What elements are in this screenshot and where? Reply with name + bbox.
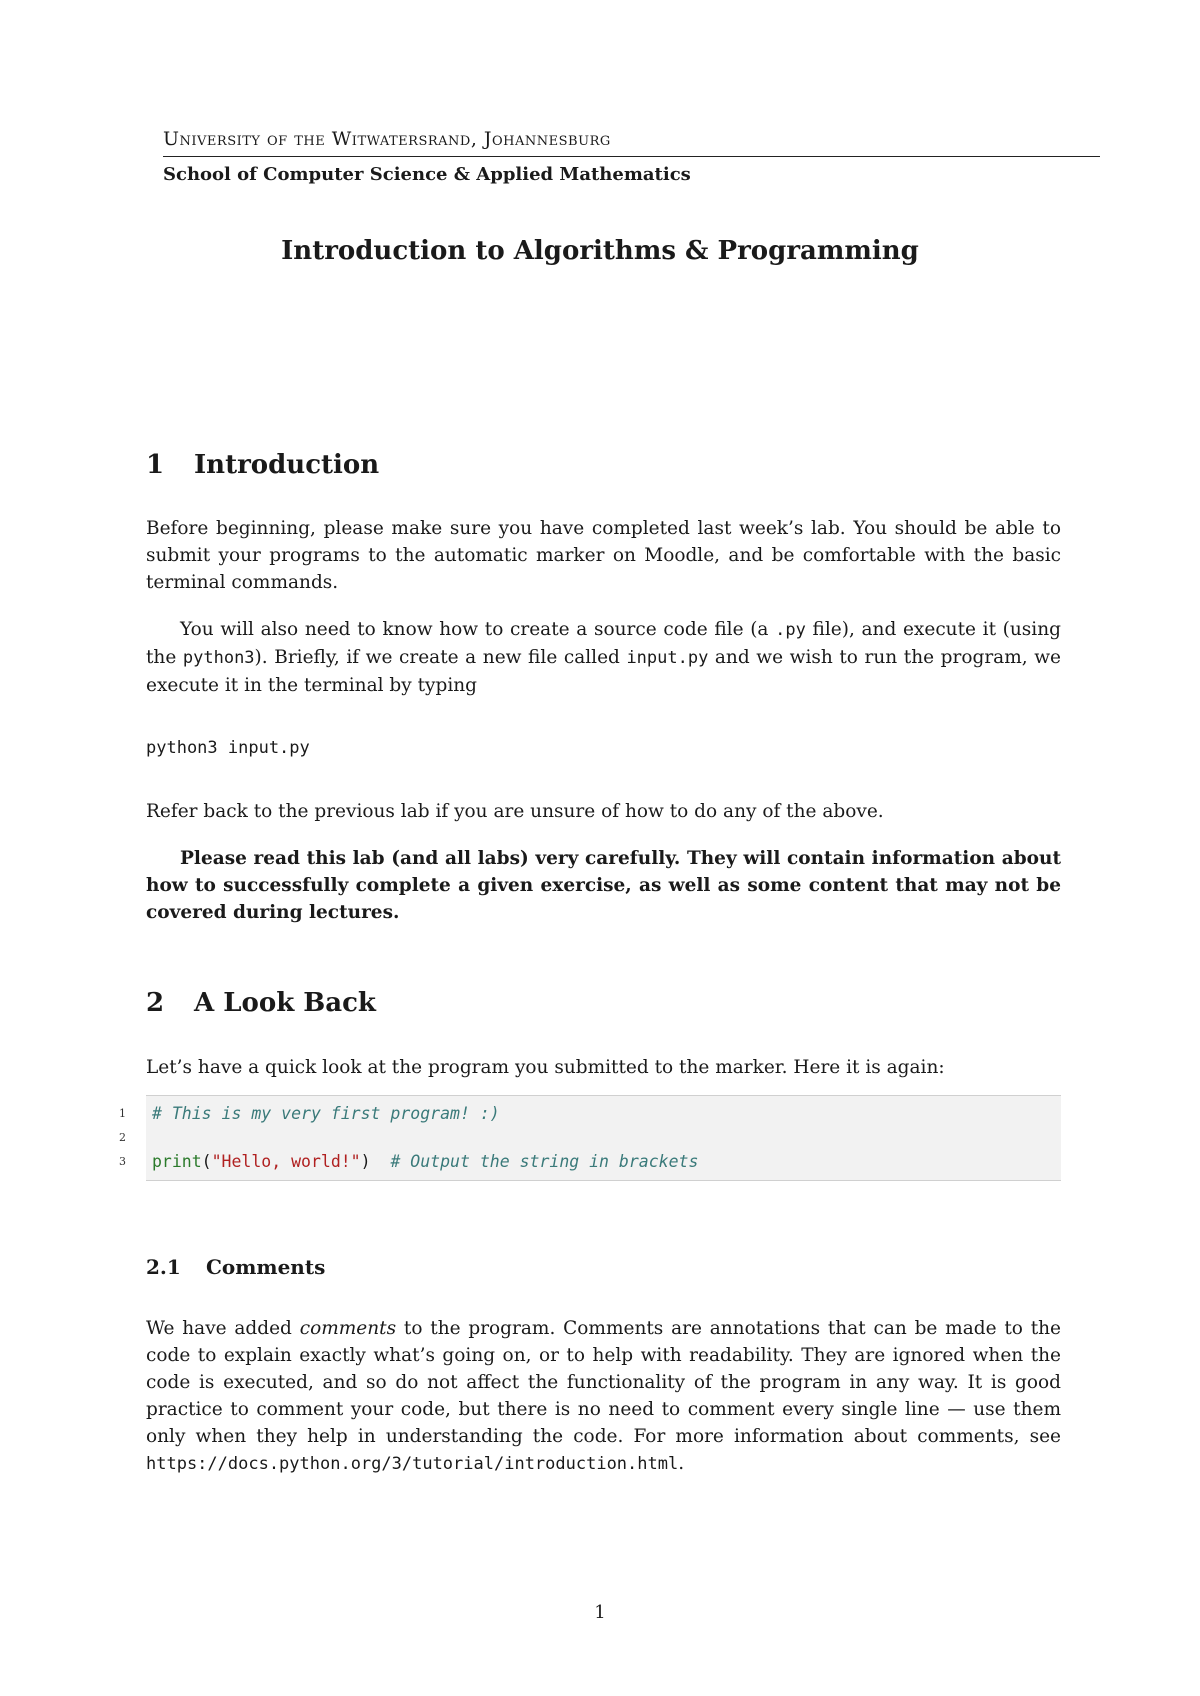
intro-paragraph-3: Refer back to the previous lab if you are unsure of how to do any of the above. [146, 801, 884, 822]
code-comment: # This is my very first program! :) [152, 1104, 500, 1123]
page-number: 1 [594, 1602, 606, 1623]
terminal-command: python3 input.py [146, 738, 310, 758]
main-content [119, 448, 1061, 1478]
code-line-3 [119, 1150, 1055, 1174]
code-line-1 [119, 1102, 1055, 1126]
university-name: University of the Witwatersrand, Johannesburg [163, 128, 1100, 157]
comments-paragraph [146, 1315, 1061, 1478]
page-header [163, 128, 1100, 185]
subsection-heading-comments [146, 1253, 1061, 1281]
python-docs-link[interactable]: https://docs.python.org/3/tutorial/introduction.html [146, 1454, 679, 1474]
intro-paragraph-2 [146, 616, 1061, 699]
code-paren-close: ) [360, 1152, 371, 1171]
look-back-intro: Let’s have a quick look at the program you submitted to the marker. Here it is again: [146, 1057, 945, 1078]
code-line-2 [119, 1126, 1055, 1150]
code-listing [119, 1095, 1061, 1181]
section-title: Introduction [194, 450, 380, 480]
subsection-number: 2.1 [146, 1255, 181, 1279]
intro-paragraph-1: Before beginning, please make sure you have completed last week’s lab. You should be able to submit your programs to the automatic marker on Moodle, and be comfortable with the basic terminal commands. [146, 518, 1061, 593]
document-title: Introduction to Algorithms & Programming [281, 236, 919, 266]
inline-code-python3: python3 [182, 648, 255, 668]
line-number: 2 [119, 1131, 126, 1144]
text-run: ). Briefly, if we create a new file called [254, 647, 627, 668]
line-number: 3 [119, 1155, 126, 1168]
section-number: 1 [146, 450, 165, 480]
section-heading-a-look-back [146, 986, 1061, 1020]
code-paren-open: ( [201, 1152, 212, 1171]
section-title: A Look Back [194, 988, 376, 1018]
text-run: You will also need to know how to create a source code file (a [180, 619, 776, 640]
inline-code-input-py: input.py [626, 648, 709, 668]
code-string: "Hello, world!" [211, 1152, 361, 1171]
section-number: 2 [146, 988, 165, 1018]
emphasis-comments: comments [299, 1318, 397, 1339]
text-run: We have added [146, 1318, 300, 1339]
inline-code-py: .py [775, 620, 806, 640]
subsection-title: Comments [206, 1255, 326, 1279]
line-number: 1 [119, 1107, 126, 1120]
code-builtin-print: print [152, 1152, 202, 1171]
text-run: to the program. Comments are annotations that can be made to the code to explain exactly what’s going on, or to help with readability. They are ignored when the code is executed, and so do not affect the functionality of the program in any way. It is good practice to comment your code, but there is no need to comment every single line — use them only when they help in understanding the code. For more information about comments, see [146, 1318, 1061, 1447]
text-run: file), and execute it (using the [146, 619, 1061, 668]
important-notice: Please read this lab (and all labs) very carefully. They will contain information about how to successfully complete a given exercise, as well as some content that may not be covered during lectures. [146, 848, 1061, 923]
section-heading-introduction [146, 448, 1061, 482]
text-run: and we wish to run the program, we execute it in the terminal by typing [146, 647, 1061, 696]
code-comment: # Output the string in brackets [390, 1152, 699, 1171]
text-run: . [678, 1453, 685, 1474]
school-name: School of Computer Science & Applied Mathematics [163, 164, 691, 185]
